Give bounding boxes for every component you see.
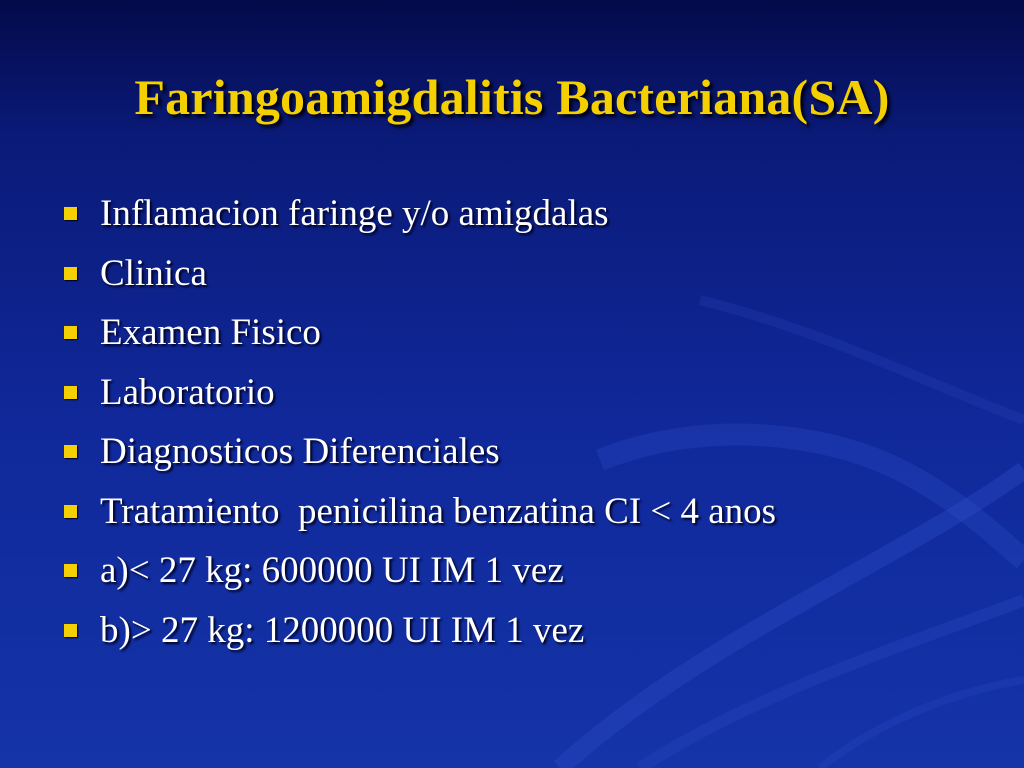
bullet-item [64,244,776,304]
bullet-text: Tratamiento penicilina benzatina CI < 4 anos [100,490,777,532]
square-bullet-icon [64,386,77,399]
bullet-item [64,422,776,482]
bullet-text: Inflamacion faringe y/o amigdalas [100,193,609,235]
bullet-text: Diagnosticos Diferenciales [100,431,500,473]
bullet-item [64,363,776,423]
bullet-item [64,303,776,363]
bullet-list [64,184,776,660]
bullet-text: Examen Fisico [100,312,321,354]
bullet-item [64,541,776,601]
square-bullet-icon [64,505,77,518]
square-bullet-icon [64,267,77,280]
bullet-text: a)< 27 kg: 600000 UI IM 1 vez [100,550,564,592]
bullet-text: Clinica [100,252,207,294]
bullet-text: b)> 27 kg: 1200000 UI IM 1 vez [100,609,585,651]
square-bullet-icon [64,326,77,339]
bullet-text: Laboratorio [100,371,275,413]
bullet-item [64,184,776,244]
square-bullet-icon [64,445,77,458]
slide-title: Faringoamigdalitis Bacteriana(SA) [134,69,890,125]
bullet-item [64,601,776,661]
square-bullet-icon [64,207,77,220]
bullet-item [64,482,776,542]
square-bullet-icon [64,624,77,637]
square-bullet-icon [64,564,77,577]
